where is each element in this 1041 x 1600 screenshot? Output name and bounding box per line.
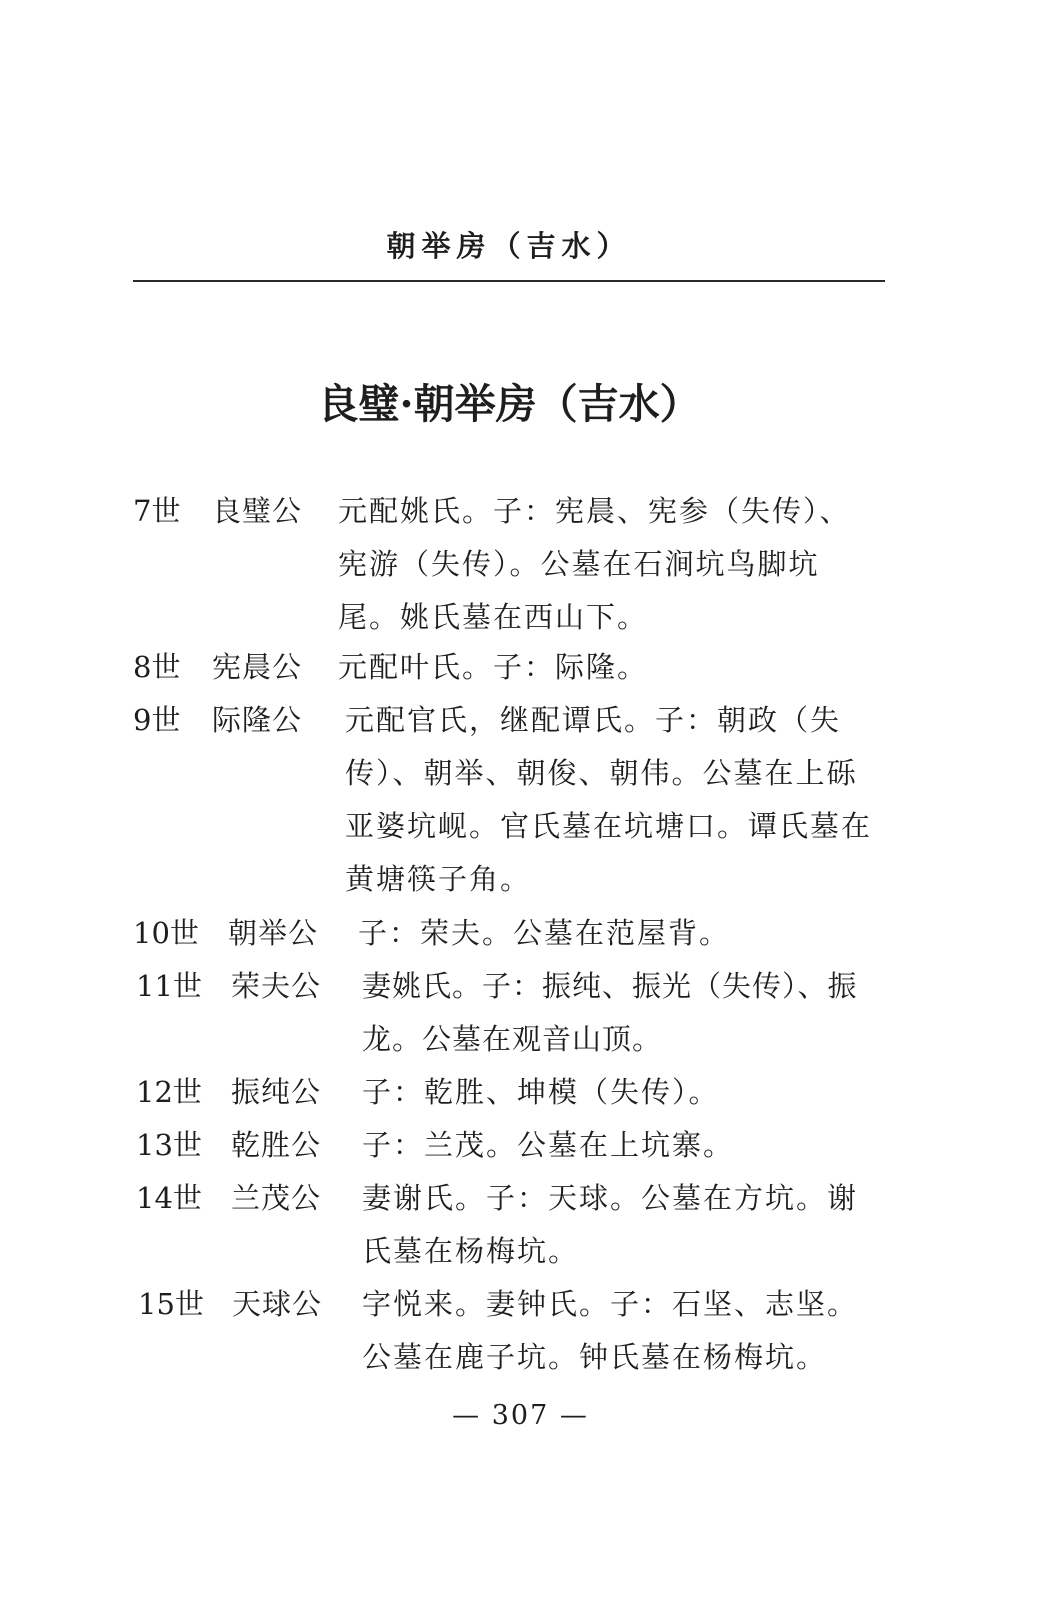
generation-label: 14世 [136, 1181, 202, 1215]
generation-label: 7世 [133, 494, 181, 528]
entry-text: 子：兰茂。公墓在上坑寨。 [362, 1128, 735, 1162]
generation-label: 12世 [136, 1075, 202, 1109]
generation-label: 15世 [138, 1287, 204, 1321]
entry-text: 元配叶氏。子：际隆。 [338, 650, 649, 684]
generation-label: 11世 [136, 969, 202, 1003]
ancestor-name: 荣夫公 [231, 969, 322, 1003]
generation-label: 8世 [133, 650, 181, 684]
ancestor-name: 振纯公 [231, 1075, 322, 1109]
ancestor-name: 朝举公 [228, 916, 319, 950]
entry-text: 元配官氏，继配谭氏。子：朝政（失传）、朝举、朝俊、朝伟。公墓在上砾亚婆坑岘。官氏墓在坑塘口。谭氏墓在黄塘筷子角。 [345, 703, 873, 896]
ancestor-name: 天球公 [232, 1287, 323, 1321]
entry-text: 子：乾胜、坤模（失传）。 [362, 1075, 720, 1109]
page-title: 良璧·朝举房（吉水） [317, 380, 701, 428]
page-number: — 307 — [452, 1400, 589, 1431]
entry-text: 子：荣夫。公墓在范屋背。 [358, 916, 731, 950]
ancestor-name: 兰茂公 [231, 1181, 322, 1215]
header-rule [133, 280, 885, 282]
ancestor-name: 际隆公 [212, 703, 303, 737]
entry-text: 字悦来。妻钟氏。子：石坚、志坚。公墓在鹿子坑。钟氏墓在杨梅坑。 [362, 1287, 859, 1374]
generation-label: 10世 [133, 916, 199, 950]
entry-text: 妻姚氏。子：振纯、振光（失传）、振龙。公墓在观音山顶。 [362, 969, 858, 1056]
generation-label: 13世 [136, 1128, 202, 1162]
running-header: 朝举房（吉水） [386, 229, 632, 263]
ancestor-name: 宪晨公 [212, 650, 303, 684]
ancestor-name: 良璧公 [212, 494, 303, 528]
ancestor-name: 乾胜公 [231, 1128, 322, 1162]
entry-text: 元配姚氏。子：宪晨、宪参（失传）、宪游（失传）。公墓在石涧坑鸟脚坑尾。姚氏墓在西山下。 [338, 494, 851, 634]
generation-label: 9世 [133, 703, 181, 737]
entry-text: 妻谢氏。子：天球。公墓在方坑。谢氏墓在杨梅坑。 [362, 1181, 859, 1268]
